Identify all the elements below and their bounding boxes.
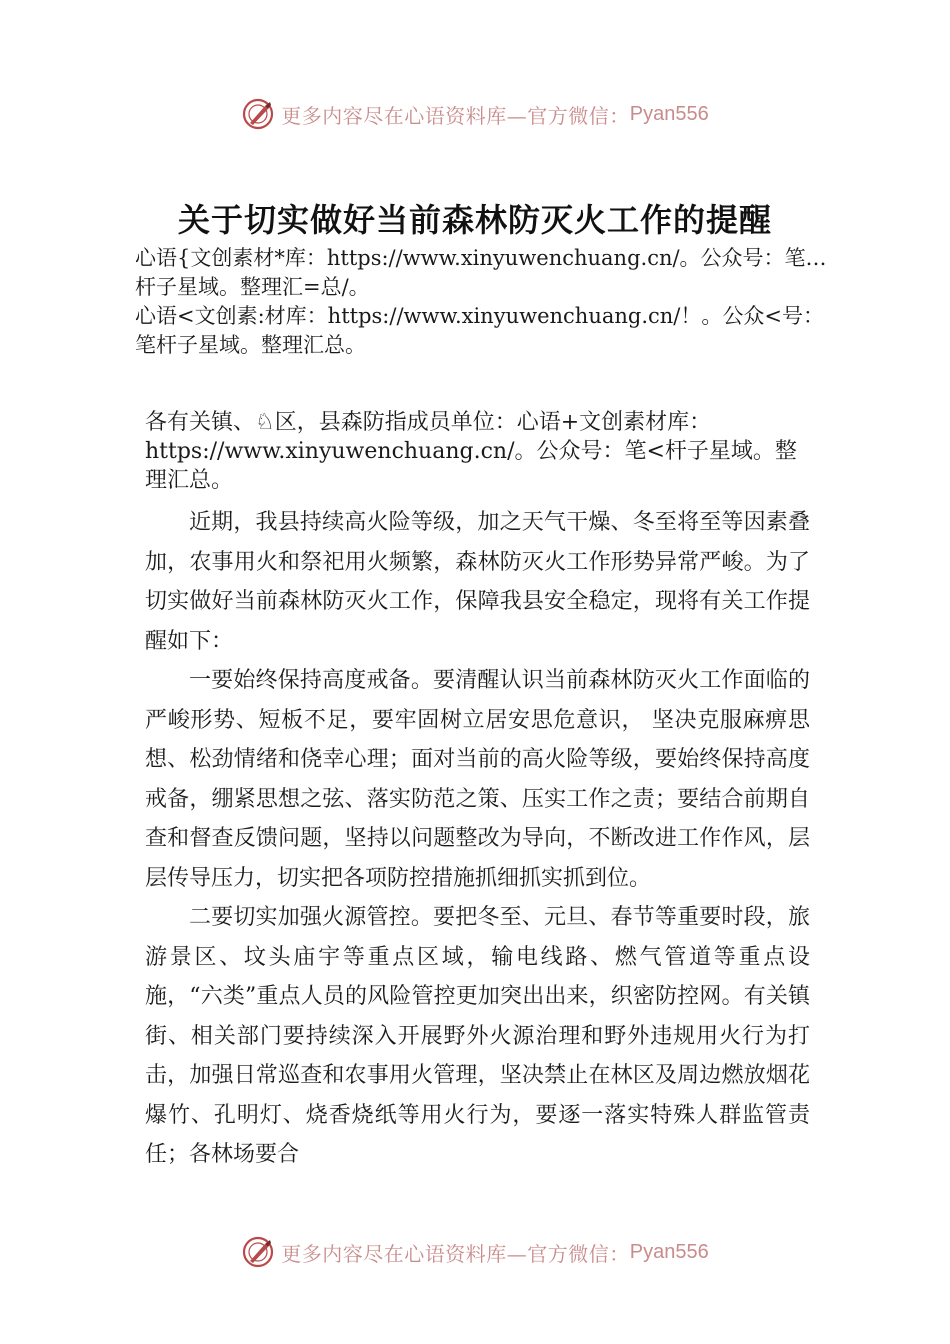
document-body: [145, 408, 810, 1175]
watermark-wechat-id: Pyan556: [629, 1240, 709, 1263]
source-notice: [135, 244, 830, 360]
pen-nib-seal-icon: [241, 97, 275, 131]
document-title: 关于切实做好当前森林防灭火工作的提醒: [177, 201, 772, 239]
watermark-text: 更多内容尽在心语资料库—官方微信：: [281, 103, 630, 128]
source-line: 心语<文创素:材库：https://www.xinyuwenchuang.cn/！。公众<号：笔杆子星域。整理汇总。: [135, 304, 824, 357]
salutation: 各有关镇、♘区，县森防指成员单位：心语+文创素材库：https://www.xinyuwenchuang.cn/。公众号：笔<杆子星域。整理汇总。: [145, 410, 797, 493]
body-paragraph: 二要切实加强火源管控。要把冬至、元旦、春节等重要时段，旅游景区、坟头庙宇等重点区域，输电线路、燃气管道等重点设施，“六类”重点人员的风险管控更加突出出来，织密防控网。有关镇街、相关部门要持续深入开展野外火源治理和野外违规用火行为打击，加强日常巡查和农事用火管理，坚决禁止在林区及周边燃放烟花爆竹、孔明灯、烧香烧纸等用火行为，要逐一落实特殊人群监管责任；各林场要合: [145, 905, 810, 1167]
watermark-wechat-id: Pyan556: [629, 102, 709, 125]
body-paragraph: 一要始终保持高度戒备。要清醒认识当前森林防灭火工作面临的严峻形势、短板不足，要牢固树立居安思危意识， 坚决克服麻痹思想、松劲情绪和侥幸心理；面对当前的高火险等级，要始终保持高度戒备，绷紧思想之弦、落实防范之策、压实工作之责；要结合前期自查和督查反馈问题，坚持以问题整改为导向，不断改进工作作风，层层传导压力，切实把各项防控措施抓细抓实抓到位。: [145, 668, 810, 891]
footer-watermark-banner: [0, 1232, 950, 1272]
body-paragraph: 近期，我县持续高火险等级，加之天气干燥、冬至将至等因素叠加，农事用火和祭祀用火频繁，森林防灭火工作形势异常严峻。为了切实做好当前森林防灭火工作，保障我县安全稳定，现将有关工作提醒如下：: [145, 510, 810, 654]
watermark-text: 更多内容尽在心语资料库—官方微信：: [281, 1241, 630, 1266]
source-line: 心语{文创素材*库：https://www.xinyuwenchuang.cn/。公众号：笔…杆子星域。整理汇=总/。: [135, 246, 827, 299]
pen-nib-seal-icon: [241, 1235, 275, 1269]
header-watermark-banner: [0, 94, 950, 134]
